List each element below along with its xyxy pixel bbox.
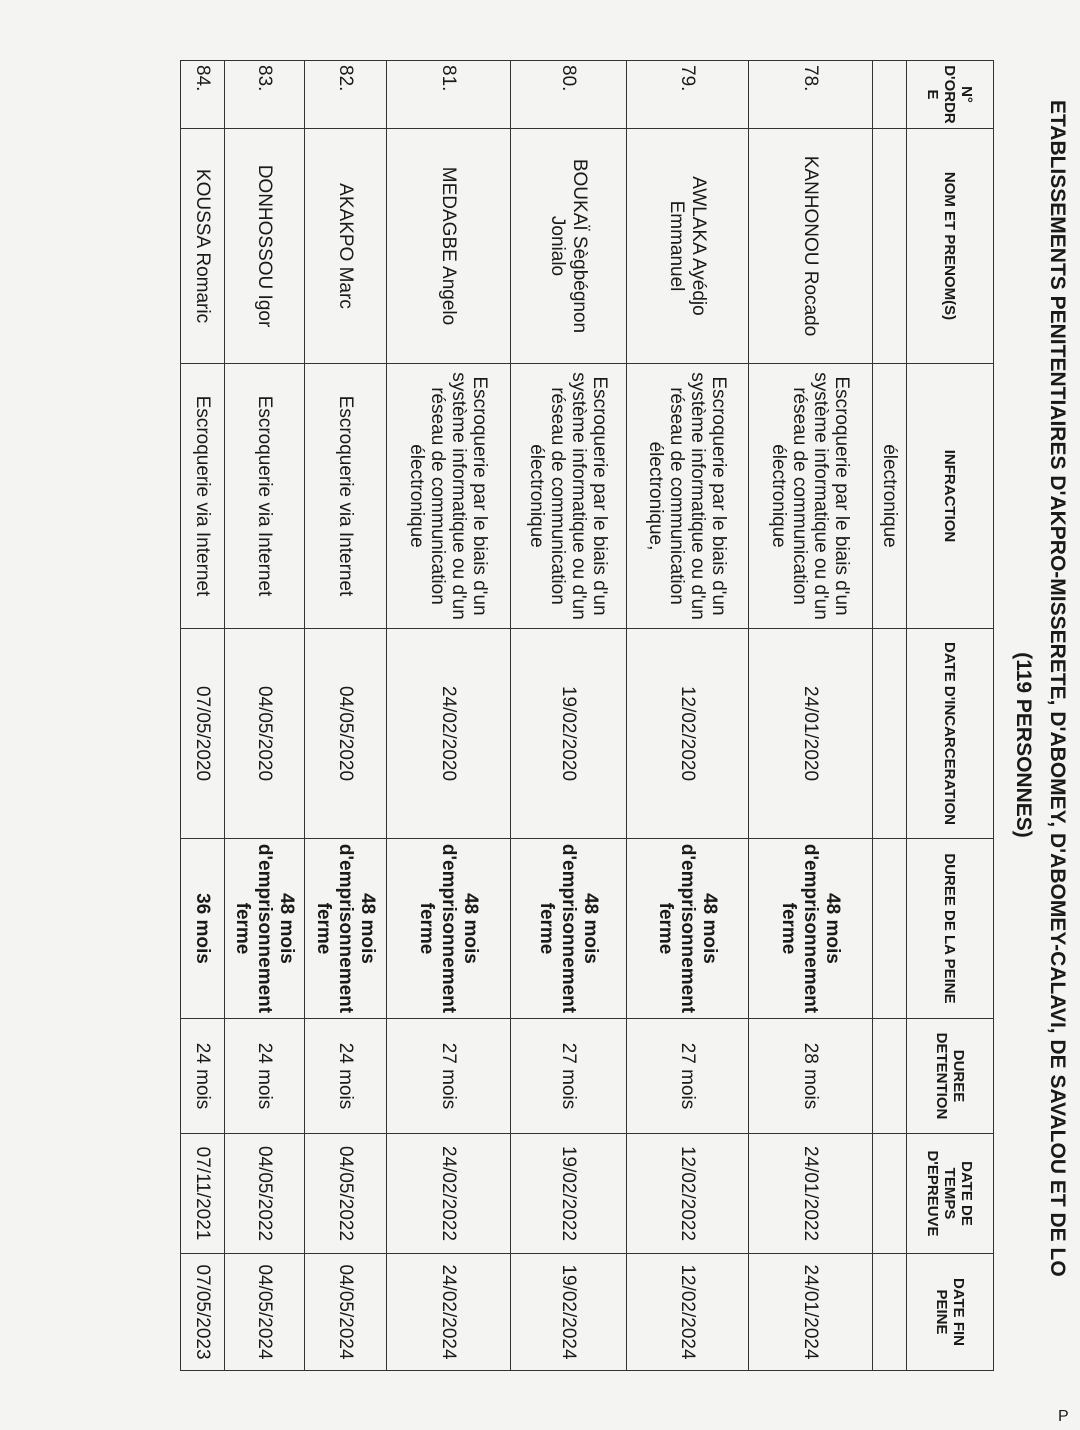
cell-date-fin: 04/05/2024 xyxy=(225,1254,305,1371)
cell-infraction: Escroquerie par le biais d'un système informatique ou d'un réseau de communication électronique xyxy=(511,364,627,629)
cell-date-incarceration: 04/05/2020 xyxy=(305,629,387,839)
title-line-1: ETABLISSEMENTS PENITENTIAIRES D'AKPRO-MISSERETE, D'ABOMEY, D'ABOMEY-CALAVI, DE SAVALOU ET DE LO xyxy=(1046,100,1069,1277)
cell-num: 81. xyxy=(387,61,511,129)
cell-date-epreuve: 04/05/2022 xyxy=(225,1134,305,1254)
detainee-table xyxy=(180,60,994,1371)
cell-duree-detention: 27 mois xyxy=(387,1019,511,1134)
cell-name: KANHONOU Rocado xyxy=(749,129,873,364)
header-num: N° D'ORDR E xyxy=(907,61,994,129)
table-row xyxy=(749,61,873,1371)
cell-num: 79. xyxy=(627,61,749,129)
cell-date-incarceration: 04/05/2020 xyxy=(225,629,305,839)
cell-date-fin: 07/05/2023 xyxy=(181,1254,225,1371)
cell-date-incarceration: 24/02/2020 xyxy=(387,629,511,839)
cell-duree-detention: 24 mois xyxy=(305,1019,387,1134)
cell-duree-peine: 48 mois d'emprisonnement ferme xyxy=(225,839,305,1019)
cell-date-epreuve: 24/02/2022 xyxy=(387,1134,511,1254)
page-marker: P xyxy=(1058,1408,1069,1425)
cell-infraction: Escroquerie via Internet xyxy=(305,364,387,629)
cell-date-incarceration: 12/02/2020 xyxy=(627,629,749,839)
cell-name: DONHOSSOU Igor xyxy=(225,129,305,364)
cell-date-incarceration: 07/05/2020 xyxy=(181,629,225,839)
cell-duree-peine: 48 mois d'emprisonnement ferme xyxy=(387,839,511,1019)
cell-duree-detention: 24 mois xyxy=(225,1019,305,1134)
cell-duree-detention: 24 mois xyxy=(181,1019,225,1134)
cell-num: 84. xyxy=(181,61,225,129)
cell-num: 82. xyxy=(305,61,387,129)
cell-duree-peine: 36 mois xyxy=(181,839,225,1019)
title-line-2: (119 PERSONNES) xyxy=(1012,652,1035,838)
cell-date-epreuve: 07/11/2021 xyxy=(181,1134,225,1254)
cell-date-epreuve: 24/01/2022 xyxy=(749,1134,873,1254)
table-row xyxy=(627,61,749,1371)
cell-num: 83. xyxy=(225,61,305,129)
cell-name: MEDAGBE Angelo xyxy=(387,129,511,364)
cell-name: AKAKPO Marc xyxy=(305,129,387,364)
cell-date-incarceration: 24/01/2020 xyxy=(749,629,873,839)
cell-infraction: Escroquerie par le biais d'un système informatique ou d'un réseau de communication électronique xyxy=(749,364,873,629)
cell-duree-detention: 28 mois xyxy=(749,1019,873,1134)
cell-infraction: Escroquerie via Internet xyxy=(225,364,305,629)
header-infraction: INFRACTION xyxy=(907,364,994,629)
cell-duree-peine: 48 mois d'emprisonnement ferme xyxy=(749,839,873,1019)
cell-name: BOUKAÏ Sègbégnon Jonialo xyxy=(511,129,627,364)
cell-date-fin: 12/02/2024 xyxy=(627,1254,749,1371)
table-row xyxy=(181,61,225,1371)
table-header-row xyxy=(907,61,994,1371)
cell-date-epreuve: 12/02/2022 xyxy=(627,1134,749,1254)
cell-date-fin: 24/01/2024 xyxy=(749,1254,873,1371)
cell-name: AWLAKA Ayédjo Emmanuel xyxy=(627,129,749,364)
cell-num: 78. xyxy=(749,61,873,129)
cell-date-epreuve: 04/05/2022 xyxy=(305,1134,387,1254)
cell-num: 80. xyxy=(511,61,627,129)
cell-date-incarceration: 19/02/2020 xyxy=(511,629,627,839)
table-row xyxy=(511,61,627,1371)
table-row xyxy=(305,61,387,1371)
carry-over-row xyxy=(873,61,907,1371)
cell-name: KOUSSA Romaric xyxy=(181,129,225,364)
cell-duree-peine: 48 mois d'emprisonnement ferme xyxy=(627,839,749,1019)
cell-infraction: Escroquerie via Internet xyxy=(181,364,225,629)
table-row xyxy=(387,61,511,1371)
cell-duree-peine: 48 mois d'emprisonnement ferme xyxy=(305,839,387,1019)
cell-infraction: Escroquerie par le biais d'un système informatique ou d'un réseau de communication électronique xyxy=(387,364,511,629)
cell-date-fin: 04/05/2024 xyxy=(305,1254,387,1371)
cell-duree-peine: 48 mois d'emprisonnement ferme xyxy=(511,839,627,1019)
table-row xyxy=(225,61,305,1371)
header-date-incarceration: DATE D'INCARCERATION xyxy=(907,629,994,839)
carry-over-text: électronique xyxy=(873,364,907,629)
header-name: NOM ET PRENOM(S) xyxy=(907,129,994,364)
header-date-epreuve: DATE DE TEMPS D'EPREUVE xyxy=(907,1134,994,1254)
header-duree-peine: DUREE DE LA PEINE xyxy=(907,839,994,1019)
cell-date-fin: 24/02/2024 xyxy=(387,1254,511,1371)
rotated-document xyxy=(154,60,1074,1430)
header-duree-detention: DUREE DETENTION xyxy=(907,1019,994,1134)
cell-date-epreuve: 19/02/2022 xyxy=(511,1134,627,1254)
cell-duree-detention: 27 mois xyxy=(627,1019,749,1134)
header-date-fin: DATE FIN PEINE xyxy=(907,1254,994,1371)
cell-date-fin: 19/02/2024 xyxy=(511,1254,627,1371)
cell-duree-detention: 27 mois xyxy=(511,1019,627,1134)
cell-infraction: Escroquerie par le biais d'un système informatique ou d'un réseau de communication électronique, xyxy=(627,364,749,629)
